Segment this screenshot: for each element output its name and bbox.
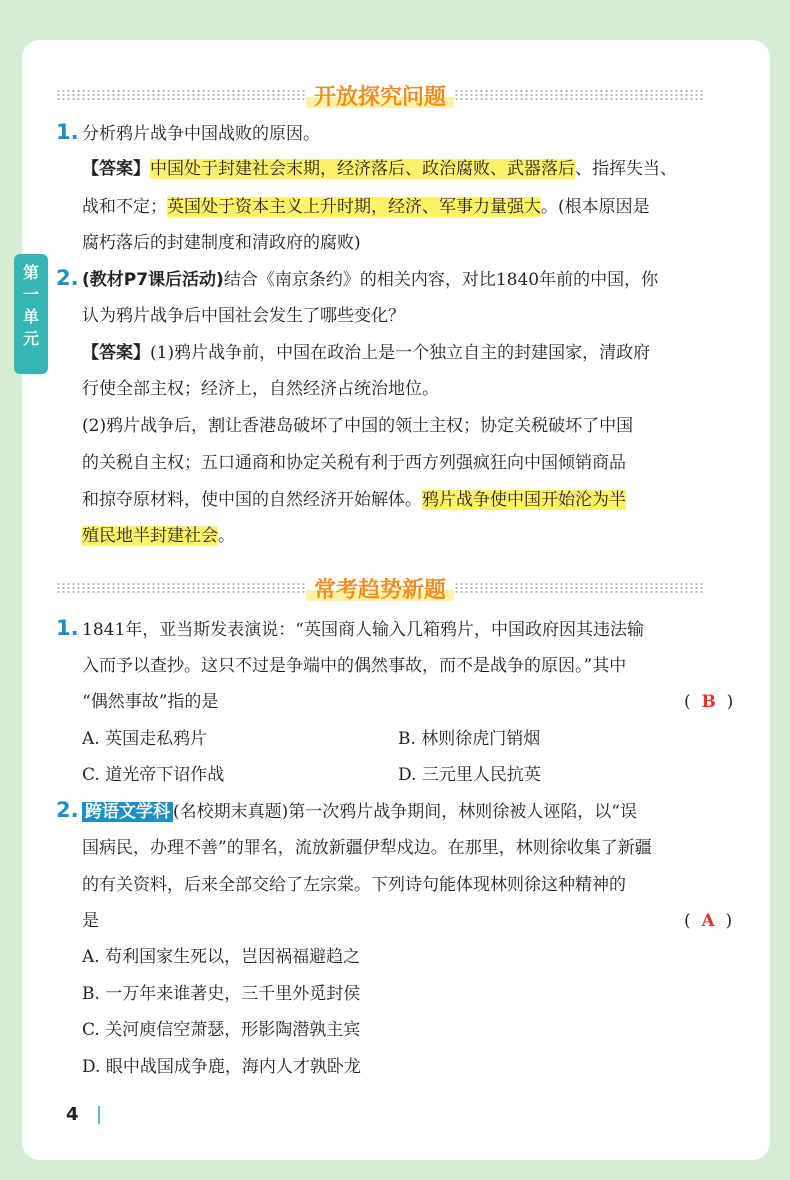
dotted-rule <box>56 89 306 101</box>
dotted-rule <box>454 89 704 101</box>
side-tab-char: 一 <box>22 285 39 304</box>
question-text: “偶然事故”指的是 <box>82 692 219 712</box>
question-number: 1. <box>56 120 79 144</box>
highlighted-answer: 鸦片战争使中国开始沦为半 <box>422 490 626 510</box>
question-text: 分析鸦片战争中国战败的原因。 <box>82 124 320 144</box>
highlighted-answer: 殖民地半封建社会 <box>82 526 218 546</box>
answer-line: (2)鸦片战争后，割让香港岛破坏了中国的领土主权；协定关税破坏了中国 <box>82 416 634 436</box>
answer-line <box>82 522 235 550</box>
answer-line <box>82 155 677 183</box>
option-c: C. 道光帝下诏作战 <box>82 765 225 785</box>
answer-line: 行使全部主权；经济上，自然经济占统治地位。 <box>82 379 439 399</box>
section-title: 常考趋势新题 <box>306 573 454 604</box>
answer-text: 。 <box>218 526 235 546</box>
question-text: 入而予以查抄。这只不过是争端中的偶然事故，而不是战争的原因。”其中 <box>82 656 627 676</box>
bracket-close: ) <box>725 911 733 931</box>
answer-bracket <box>684 907 732 935</box>
answer-text: 战和不定； <box>82 197 167 217</box>
section-heading-open-inquiry <box>56 75 736 115</box>
option-c: C. 关河庾信空萧瑟，形影陶潜孰主宾 <box>82 1020 361 1040</box>
bracket-open: ( <box>684 911 691 931</box>
answer-text: 、指挥失当、 <box>575 159 677 179</box>
answer-text: 和掠夺原材料，使中国的自然经济开始解体。 <box>82 490 422 510</box>
option-a: A. 英国走私鸦片 <box>82 729 208 749</box>
question-number: 1. <box>56 616 79 640</box>
question-text <box>82 798 637 826</box>
answer-line: 的关税自主权；五口通商和协定关税有利于西方列强疯狂向中国倾销商品 <box>82 453 626 473</box>
side-tab-char: 第 <box>22 263 39 282</box>
question-text <box>82 266 658 294</box>
section-heading-trend-questions <box>56 568 736 608</box>
answer-letter: B <box>701 692 716 712</box>
question-text-rest: 结合《南京条约》的相关内容，对比1840年前的中国，你 <box>223 270 659 290</box>
side-tab-char: 单 <box>22 307 39 326</box>
option-d: D. 三元里人民抗英 <box>398 765 541 785</box>
answer-text: (1)鸦片战争前，中国在政治上是一个独立自主的封建国家，清政府 <box>150 343 651 363</box>
answer-tag: 【答案】 <box>82 159 150 179</box>
option-d: D. 眼中战国成争鹿，海内人才孰卧龙 <box>82 1057 361 1077</box>
question-text: 是 <box>82 911 99 931</box>
dotted-rule <box>56 582 306 594</box>
question-text: 的有关资料，后来全部交给了左宗棠。下列诗句能体现林则徐这种精神的 <box>82 875 626 895</box>
page-number: 4 <box>66 1104 79 1125</box>
option-b: B. 林则徐虎门销烟 <box>398 729 541 749</box>
question-text: 1841年，亚当斯发表演说：“英国商人输入几箱鸦片，中国政府因其违法输 <box>82 620 644 640</box>
answer-line <box>82 486 626 514</box>
answer-line <box>82 193 650 221</box>
textbook-tag: (教材P7课后活动) <box>82 270 224 290</box>
highlighted-answer: 英国处于资本主义上升时期，经济、军事力量强大 <box>167 197 541 217</box>
option-a: A. 苟利国家生死以，岂因祸福避趋之 <box>82 947 361 967</box>
answer-bracket <box>684 688 733 716</box>
answer-letter: A <box>701 911 715 931</box>
section-title: 开放探究问题 <box>306 80 454 111</box>
dotted-rule <box>454 582 704 594</box>
page-number-divider <box>98 1106 100 1124</box>
question-text-rest: 第一次鸦片战争期间，林则徐被人诬陷，以“误 <box>288 802 637 822</box>
option-b: B. 一万年来谁著史，三千里外觅封侯 <box>82 984 361 1004</box>
question-number: 2. <box>56 798 79 822</box>
answer-line: 腐朽落后的封建制度和清政府的腐败) <box>82 233 361 253</box>
unit-side-tab <box>14 254 48 374</box>
answer-tag: 【答案】 <box>82 343 150 363</box>
cross-subject-badge: 跨语文学科 <box>82 802 173 822</box>
question-text: 认为鸦片战争后中国社会发生了哪些变化？ <box>82 306 405 326</box>
answer-text: 。(根本原因是 <box>541 197 650 217</box>
question-text: 国病民，办理不善”的罪名，流放新疆伊犁戍边。在那里，林则徐收集了新疆 <box>82 838 652 858</box>
side-tab-char: 元 <box>22 329 39 348</box>
question-number: 2. <box>56 266 79 290</box>
answer-line <box>82 339 650 367</box>
source-note: (名校期末真题) <box>173 802 289 822</box>
bracket-open: ( <box>684 692 691 712</box>
bracket-close: ) <box>726 692 734 712</box>
highlighted-answer: 中国处于封建社会末期，经济落后、政治腐败、武器落后 <box>150 159 575 179</box>
